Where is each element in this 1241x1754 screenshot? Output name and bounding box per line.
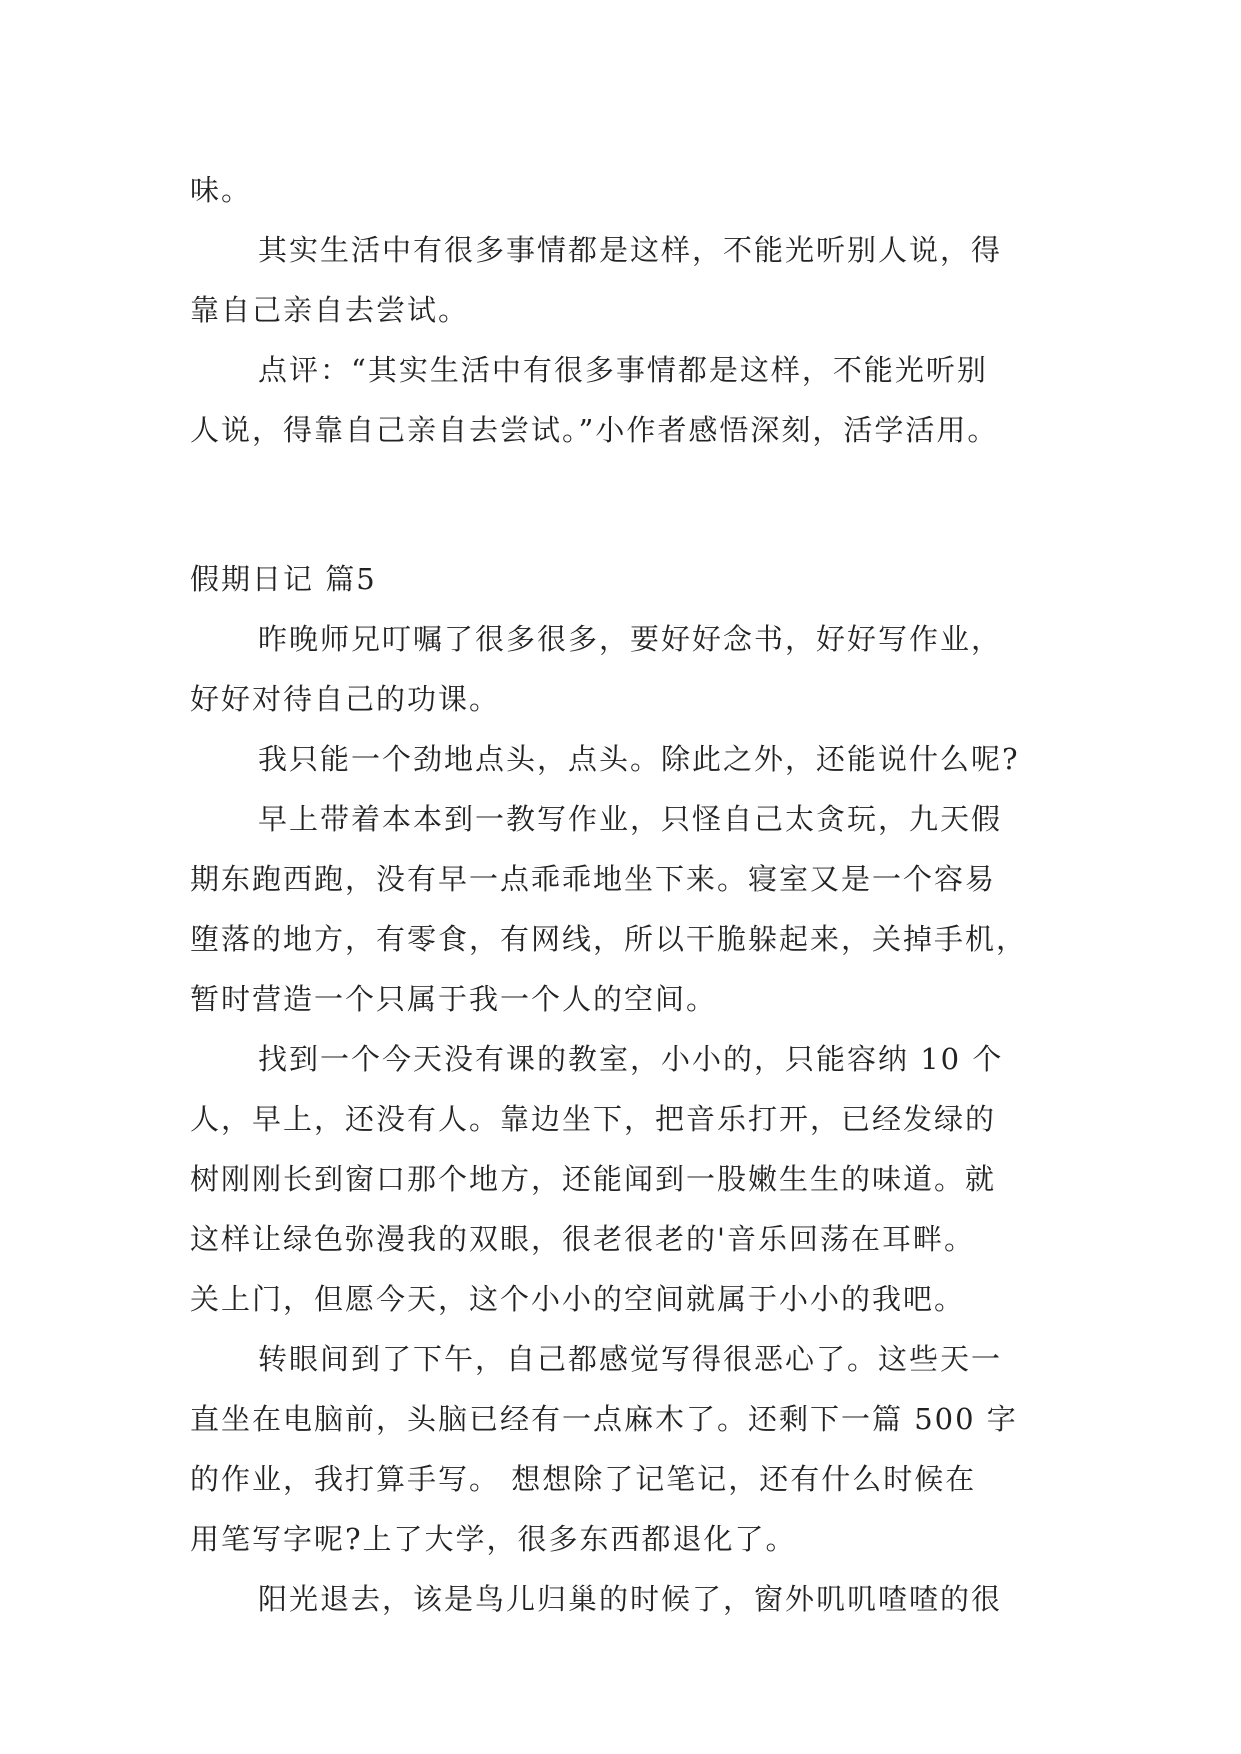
- paragraph-line: 点评：“其实生活中有很多事情都是这样，不能光听别: [258, 353, 988, 387]
- paragraph-line: 早上带着本本到一教写作业，只怪自己太贪玩，九天假: [258, 802, 1003, 836]
- paragraph-line: 靠自己亲自去尝试。: [190, 293, 470, 327]
- section-gap: [190, 476, 1050, 533]
- paragraph-line: 暂时营造一个只属于我一个人的空间。: [190, 982, 718, 1016]
- paragraph-line: 人，早上，还没有人。靠边坐下，把音乐打开，已经发绿的: [190, 1102, 997, 1136]
- paragraph-line: 堕落的地方，有零食，有网线，所以干脆躲起来，关掉手机，: [190, 922, 1028, 956]
- paragraph-line: 这样让绿色弥漫我的双眼，很老很老的'音乐回荡在耳畔。: [190, 1222, 975, 1256]
- paragraph-line: 关上门，但愿今天，这个小小的空间就属于小小的我吧。: [190, 1282, 966, 1316]
- paragraph-line: 我只能一个劲地点头，点头。除此之外，还能说什么呢?: [258, 742, 1020, 776]
- paragraph-line: 人说，得靠自己亲自去尝试。”小作者感悟深刻，活学活用。: [190, 413, 999, 447]
- paragraph-line: 其实生活中有很多事情都是这样，不能光听别人说，得: [258, 233, 1003, 267]
- paragraph-line: 找到一个今天没有课的教室，小小的，只能容纳 10 个: [258, 1042, 1004, 1076]
- paragraph-line: 转眼间到了下午，自己都感觉写得很恶心了。这些天一: [258, 1342, 1003, 1376]
- paragraph-line: 期东跑西跑，没有早一点乖乖地坐下来。寝室又是一个容易: [190, 862, 997, 896]
- document-body: [190, 160, 1050, 1629]
- paragraph-line: 阳光退去，该是鸟儿归巢的时候了，窗外叽叽喳喳的很: [258, 1582, 1003, 1616]
- paragraph-line: 用笔写字呢?上了大学，很多东西都退化了。: [190, 1522, 797, 1556]
- paragraph-line: 的作业，我打算手写。 想想除了记笔记，还有什么时候在: [190, 1462, 977, 1496]
- paragraph-line: 直坐在电脑前，头脑已经有一点麻木了。还剩下一篇 500 字: [190, 1402, 1018, 1436]
- paragraph-line: 味。: [190, 173, 253, 207]
- section-heading: 假期日记 篇5: [190, 562, 377, 596]
- paragraph-line: 昨晚师兄叮嘱了很多很多，要好好念书，好好写作业，: [258, 622, 1003, 656]
- paragraph-line: 好好对待自己的功课。: [190, 682, 501, 716]
- paragraph-line: 树刚刚长到窗口那个地方，还能闻到一股嫩生生的味道。就: [190, 1162, 997, 1196]
